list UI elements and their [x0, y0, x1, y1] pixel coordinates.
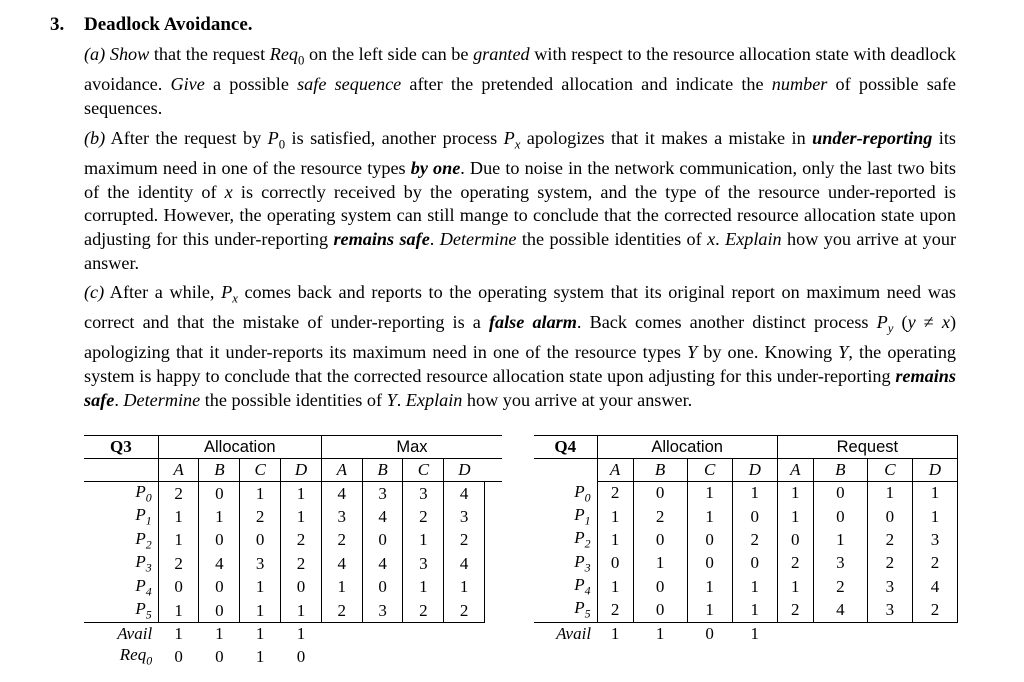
part-a-text: with respect to the resource allocation state with deadlock avoidance. — [84, 44, 957, 95]
q4-request-cell: 0 — [813, 482, 867, 505]
q4-request-cell: 0 — [777, 528, 813, 551]
q3-process-label — [84, 482, 158, 506]
part-a-text: safe sequence — [297, 74, 402, 95]
part-b-text: apologizes that it makes a mistake in — [520, 128, 813, 148]
q4-request-cell: 1 — [867, 482, 912, 505]
q3-max-cell: 2 — [444, 599, 485, 623]
q4-allocation-cell: 2 — [597, 482, 633, 505]
part-b-text: x — [224, 181, 233, 202]
q4-request-cell: 2 — [867, 528, 912, 551]
q3-allocation-header: Allocation — [158, 436, 321, 459]
part-c-text: Y — [687, 342, 698, 363]
q3-label: Q3 — [84, 436, 158, 459]
q4-process-subscript: 3 — [584, 560, 591, 575]
part-a-text: Req — [269, 44, 299, 64]
q4-allocation-cell: 0 — [597, 552, 633, 575]
q4-request-cell: 0 — [867, 505, 912, 528]
q3-process-row — [84, 576, 502, 599]
q3-process-subscript: 0 — [145, 490, 152, 505]
q4-process-subscript: 5 — [584, 606, 591, 621]
part-b-text: P — [267, 128, 279, 148]
q4-allocation-cell: 1 — [597, 505, 633, 528]
q3-max-cell: 1 — [321, 576, 362, 599]
q4-request-cell: 2 — [912, 552, 957, 575]
q3-spacer — [485, 576, 502, 599]
q3-process-label — [84, 599, 158, 623]
q4-process-row — [534, 482, 958, 505]
part-c-text: , the operating system is happy to conclude that the corrected resource allocation state upon adjusting for this under-reporting — [84, 342, 957, 387]
q3-allocation-cell: 4 — [199, 552, 240, 575]
q3-req-subscript: 0 — [146, 653, 153, 668]
q4-col-header: C — [867, 459, 912, 482]
q3-max-cell: 2 — [321, 599, 362, 623]
part-c-text: P — [221, 282, 233, 302]
q3-allocation-cell: 1 — [158, 505, 199, 528]
q4-allocation-cell: 1 — [732, 598, 777, 622]
q3-col-header: C — [403, 459, 444, 482]
q3-process-subscript: 4 — [145, 583, 152, 598]
q3-avail-cell: 1 — [158, 623, 199, 646]
q4-process-label — [534, 528, 597, 551]
part-b-label: (b) — [84, 128, 106, 148]
question-title: Deadlock Avoidance. — [84, 14, 253, 35]
q3-column-header-row — [84, 459, 502, 482]
q4-process-subscript: 4 — [584, 583, 591, 598]
q4-request-cell: 1 — [777, 505, 813, 528]
part-b-text: . — [429, 229, 440, 250]
part-b-text: Determine — [439, 229, 517, 250]
q4-request-cell: 2 — [912, 598, 957, 622]
q3-allocation-cell: 1 — [240, 482, 281, 506]
part-c-emphasis: false alarm — [488, 312, 577, 333]
part-a-text: that the request — [149, 44, 270, 64]
q3-max-cell: 4 — [444, 552, 485, 575]
part-b-text: . — [715, 229, 726, 250]
q4-request-header: Request — [777, 436, 957, 459]
q3-max-cell: 1 — [403, 529, 444, 552]
q3-col-header: D — [281, 459, 322, 482]
q3-max-header: Max — [321, 436, 502, 459]
part-c-text: comes back and reports to the operating system that its original report on maximum need was correct and that the mistake of under-reporting is a — [84, 282, 956, 333]
part-b-text: is satisfied, another process — [285, 128, 504, 148]
part-a-text: a possible — [204, 74, 298, 95]
q4-col-header: D — [732, 459, 777, 482]
q4-col-header: B — [633, 459, 687, 482]
q4-process-label — [534, 505, 597, 528]
q3-allocation-cell: 1 — [281, 599, 322, 623]
q3-max-cell: 0 — [362, 576, 403, 599]
q4-col-header: D — [912, 459, 957, 482]
q3-spacer — [485, 552, 502, 575]
q3-max-cell: 2 — [444, 529, 485, 552]
q3-req-cell: 0 — [215, 647, 224, 667]
q4-process-label — [534, 552, 597, 575]
q3-allocation-cell: 0 — [199, 529, 240, 552]
part-c-text: After a while, — [104, 282, 222, 302]
q3-allocation-cell: 1 — [158, 529, 199, 552]
q4-request-cell: 3 — [867, 575, 912, 598]
part-c-text: the possible identities of — [200, 389, 387, 410]
q3-allocation-cell: 2 — [281, 552, 322, 575]
q4-request-cell: 2 — [867, 552, 912, 575]
q3-spacer — [485, 529, 502, 552]
q3-avail-cell: 1 — [199, 623, 240, 646]
q4-allocation-cell: 0 — [633, 598, 687, 622]
part-a-label: (a) — [84, 44, 106, 64]
q4-allocation-cell: 1 — [597, 575, 633, 598]
part-a-text: on the left side can be — [304, 44, 474, 64]
q3-process-row — [84, 552, 502, 575]
q4-request-cell: 3 — [813, 552, 867, 575]
q3-max-cell: 3 — [362, 482, 403, 506]
part-c-text: y — [907, 312, 916, 333]
q3-allocation-cell: 1 — [281, 482, 322, 506]
part-c-text: . — [396, 389, 406, 410]
part-c-text: Explain — [405, 389, 463, 410]
q3-max-cell: 2 — [321, 529, 362, 552]
q3-col-header: C — [240, 459, 281, 482]
part-b-paragraph — [84, 127, 956, 275]
q3-allocation-cell: 1 — [240, 599, 281, 623]
q3-process-row — [84, 599, 502, 623]
part-c-text: Determine — [123, 389, 201, 410]
part-c-text: by one. Knowing — [697, 342, 839, 363]
q3-process-row — [84, 482, 502, 506]
q3-allocation-cell: 2 — [240, 505, 281, 528]
q4-request-cell: 3 — [912, 528, 957, 551]
part-b-text: x — [707, 229, 716, 250]
q4-request-cell: 4 — [813, 598, 867, 622]
part-c-text: Y — [838, 342, 849, 363]
q4-allocation-cell: 1 — [732, 482, 777, 505]
q4-request-cell: 1 — [813, 528, 867, 551]
q3-max-cell: 0 — [362, 529, 403, 552]
q4-process-subscript: 1 — [584, 513, 591, 528]
q4-process-row — [534, 575, 958, 598]
q4-allocation-cell: 1 — [732, 575, 777, 598]
part-b-text: the possible identities of — [516, 229, 708, 250]
q4-allocation-cell: 2 — [597, 598, 633, 622]
q3-allocation-cell: 0 — [281, 576, 322, 599]
q4-request-cell: 2 — [777, 598, 813, 622]
q3-allocation-cell: 0 — [240, 529, 281, 552]
part-c-text: ≠ — [915, 312, 942, 333]
q3-col-header: B — [362, 459, 403, 482]
q4-allocation-cell: 0 — [633, 528, 687, 551]
q4-col-header: C — [687, 459, 732, 482]
q3-spacer — [485, 599, 502, 623]
q4-process-name: P — [574, 504, 585, 524]
q4-label: Q4 — [534, 436, 597, 459]
q3-allocation-cell: 1 — [158, 599, 199, 623]
q3-process-label — [84, 552, 158, 575]
q4-request-cell: 2 — [813, 575, 867, 598]
part-c-subscript: x — [232, 291, 238, 306]
part-a-text: Show — [109, 44, 150, 64]
q4-process-label — [534, 482, 597, 505]
q3-resource-table — [84, 435, 502, 669]
part-b-text: P — [503, 128, 515, 148]
q3-allocation-cell: 1 — [199, 505, 240, 528]
q3-allocation-cell: 2 — [158, 552, 199, 575]
q4-col-header: B — [813, 459, 867, 482]
q3-process-row — [84, 529, 502, 552]
q4-allocation-cell: 2 — [732, 528, 777, 551]
q4-request-cell: 1 — [777, 482, 813, 505]
q3-avail-cell: 1 — [281, 623, 322, 646]
q4-request-cell: 1 — [912, 482, 957, 505]
q4-process-row — [534, 528, 958, 551]
q3-process-subscript: 3 — [145, 560, 152, 575]
q4-allocation-cell: 2 — [633, 505, 687, 528]
q4-allocation-cell: 1 — [687, 598, 732, 622]
part-b-text: is correctly received by the operating system, and the type of the resource under-reported is corrupted. However, the operating system can still mange to conclude that the corrected resource allocation state upon adjusting for this under-reporting — [84, 181, 956, 250]
q4-allocation-header: Allocation — [597, 436, 777, 459]
q3-max-cell: 3 — [362, 599, 403, 623]
q3-process-name: P — [135, 575, 146, 595]
part-a-paragraph — [84, 43, 956, 120]
q4-allocation-cell: 1 — [687, 482, 732, 505]
q3-max-cell: 3 — [403, 482, 444, 506]
q3-avail-label: Avail — [84, 623, 158, 646]
q4-process-name: P — [574, 575, 585, 595]
part-c-text: ( — [893, 312, 908, 333]
q4-request-cell: 1 — [777, 575, 813, 598]
q4-process-subscript: 2 — [584, 536, 591, 551]
q4-process-row — [534, 505, 958, 528]
part-c-text: x — [941, 312, 950, 333]
q3-process-subscript: 5 — [145, 607, 152, 622]
part-c-text: . — [114, 389, 124, 410]
q3-req-cell: 1 — [255, 647, 265, 667]
q3-process-label — [84, 505, 158, 528]
part-a-subscript: 0 — [298, 53, 305, 68]
part-b-text: Explain — [725, 229, 782, 250]
q4-allocation-cell: 1 — [687, 505, 732, 528]
part-b-text: its maximum need in one of the resource types — [84, 128, 956, 179]
q4-avail-cell: 0 — [687, 622, 732, 645]
q3-req-label: Req — [119, 645, 147, 665]
q3-req-row — [84, 645, 502, 668]
q3-max-cell: 3 — [444, 505, 485, 528]
q3-max-cell: 3 — [321, 505, 362, 528]
q4-request-cell: 2 — [777, 552, 813, 575]
q4-process-row — [534, 552, 958, 575]
q4-process-name: P — [574, 598, 585, 618]
q4-allocation-cell: 0 — [633, 482, 687, 505]
q4-resource-table — [534, 435, 958, 645]
part-c-paragraph — [84, 281, 956, 412]
part-a-text: number — [771, 74, 828, 95]
part-b-subscript: 0 — [278, 137, 286, 152]
q4-col-header: A — [597, 459, 633, 482]
q4-request-cell: 4 — [912, 575, 957, 598]
q3-process-name: P — [135, 528, 146, 548]
q4-process-subscript: 0 — [584, 489, 591, 504]
q4-allocation-cell: 1 — [597, 528, 633, 551]
q3-allocation-cell: 2 — [158, 482, 199, 506]
q3-col-header: B — [199, 459, 240, 482]
q3-max-cell: 2 — [403, 599, 444, 623]
part-c-text: P — [876, 312, 888, 333]
q4-process-name: P — [574, 551, 585, 571]
q3-col-header: A — [158, 459, 199, 482]
q4-request-cell: 0 — [813, 505, 867, 528]
q4-process-name: P — [574, 481, 585, 501]
q4-process-label — [534, 598, 597, 622]
q4-allocation-cell: 0 — [633, 575, 687, 598]
q4-request-cell: 3 — [867, 598, 912, 622]
q4-avail-row — [534, 622, 958, 645]
q4-process-label — [534, 575, 597, 598]
q3-req-cell: 0 — [174, 647, 183, 667]
q4-allocation-cell: 0 — [687, 528, 732, 551]
q4-col-header: A — [777, 459, 813, 482]
q3-allocation-cell: 0 — [158, 576, 199, 599]
part-a-text: of possible safe sequences. — [84, 74, 956, 118]
q3-process-subscript: 2 — [145, 537, 152, 552]
part-c-text: ) apologizing that it under-reports its maximum need in one of the resource types — [84, 312, 956, 363]
q4-allocation-cell: 1 — [687, 575, 732, 598]
q3-process-name: P — [135, 482, 146, 501]
q4-allocation-cell: 1 — [633, 552, 687, 575]
q4-avail-cell: 1 — [633, 622, 687, 645]
q4-process-name: P — [574, 528, 585, 548]
part-c-subscript: y — [887, 321, 894, 336]
q3-max-cell: 4 — [444, 482, 485, 506]
part-c-emphasis: remains safe — [84, 366, 956, 410]
part-b-emphasis: remains safe — [333, 229, 430, 250]
q3-max-cell: 3 — [403, 552, 444, 575]
q3-allocation-cell: 2 — [281, 529, 322, 552]
q3-col-header: D — [444, 459, 485, 482]
q4-request-cell: 1 — [912, 505, 957, 528]
q4-avail-label: Avail — [534, 622, 597, 645]
part-c-text: how you arrive at your answer. — [462, 389, 693, 410]
q3-col-header: A — [321, 459, 362, 482]
q3-allocation-cell: 3 — [240, 552, 281, 575]
q3-max-cell: 4 — [321, 552, 362, 575]
part-a-text: Give — [170, 74, 205, 95]
question-number: 3. — [50, 14, 65, 35]
part-b-emphasis: under-reporting — [812, 128, 933, 148]
q3-max-cell: 4 — [362, 505, 403, 528]
part-b-text: how you arrive at your answer. — [84, 229, 957, 273]
q4-avail-cell: 1 — [732, 622, 777, 645]
q3-max-cell: 4 — [362, 552, 403, 575]
q3-process-label — [84, 529, 158, 552]
part-a-text: granted — [473, 44, 530, 64]
part-a-text: after the pretended allocation and indicate the — [401, 74, 772, 95]
part-b-emphasis: by one — [410, 158, 461, 179]
q3-max-cell: 4 — [321, 482, 362, 506]
q3-process-name: P — [135, 598, 146, 618]
q3-allocation-cell: 0 — [199, 482, 240, 506]
q4-column-header-row — [534, 459, 958, 482]
q4-allocation-cell: 0 — [687, 552, 732, 575]
q3-process-name: P — [135, 552, 146, 572]
q3-max-cell: 1 — [403, 576, 444, 599]
part-b-text: . Due to noise in the network communication, only the last two bits of the identity of — [84, 158, 956, 202]
q3-spacer — [485, 505, 502, 528]
q3-spacer — [485, 482, 502, 506]
q4-process-row — [534, 598, 958, 622]
q3-avail-row — [84, 623, 502, 646]
q3-req-cell: 0 — [296, 647, 306, 667]
q3-allocation-cell: 0 — [199, 576, 240, 599]
q4-avail-cell: 1 — [597, 622, 633, 645]
q4-allocation-cell: 0 — [732, 552, 777, 575]
part-b-text: After the request by — [105, 128, 268, 148]
q3-max-cell: 2 — [403, 505, 444, 528]
q3-max-cell: 1 — [444, 576, 485, 599]
part-c-text: . Back comes another distinct process — [576, 312, 877, 333]
q3-avail-cell: 1 — [240, 623, 281, 646]
part-c-text: Y — [386, 389, 397, 410]
q3-process-row — [84, 505, 502, 528]
q3-allocation-cell: 0 — [199, 599, 240, 623]
q3-process-subscript: 1 — [145, 513, 152, 528]
q3-allocation-cell: 1 — [240, 576, 281, 599]
q3-allocation-cell: 1 — [281, 505, 322, 528]
part-b-subscript: x — [514, 137, 521, 152]
q4-allocation-cell: 0 — [732, 505, 777, 528]
part-c-label: (c) — [84, 282, 105, 302]
q3-process-label — [84, 576, 158, 599]
q3-process-name: P — [135, 505, 146, 525]
